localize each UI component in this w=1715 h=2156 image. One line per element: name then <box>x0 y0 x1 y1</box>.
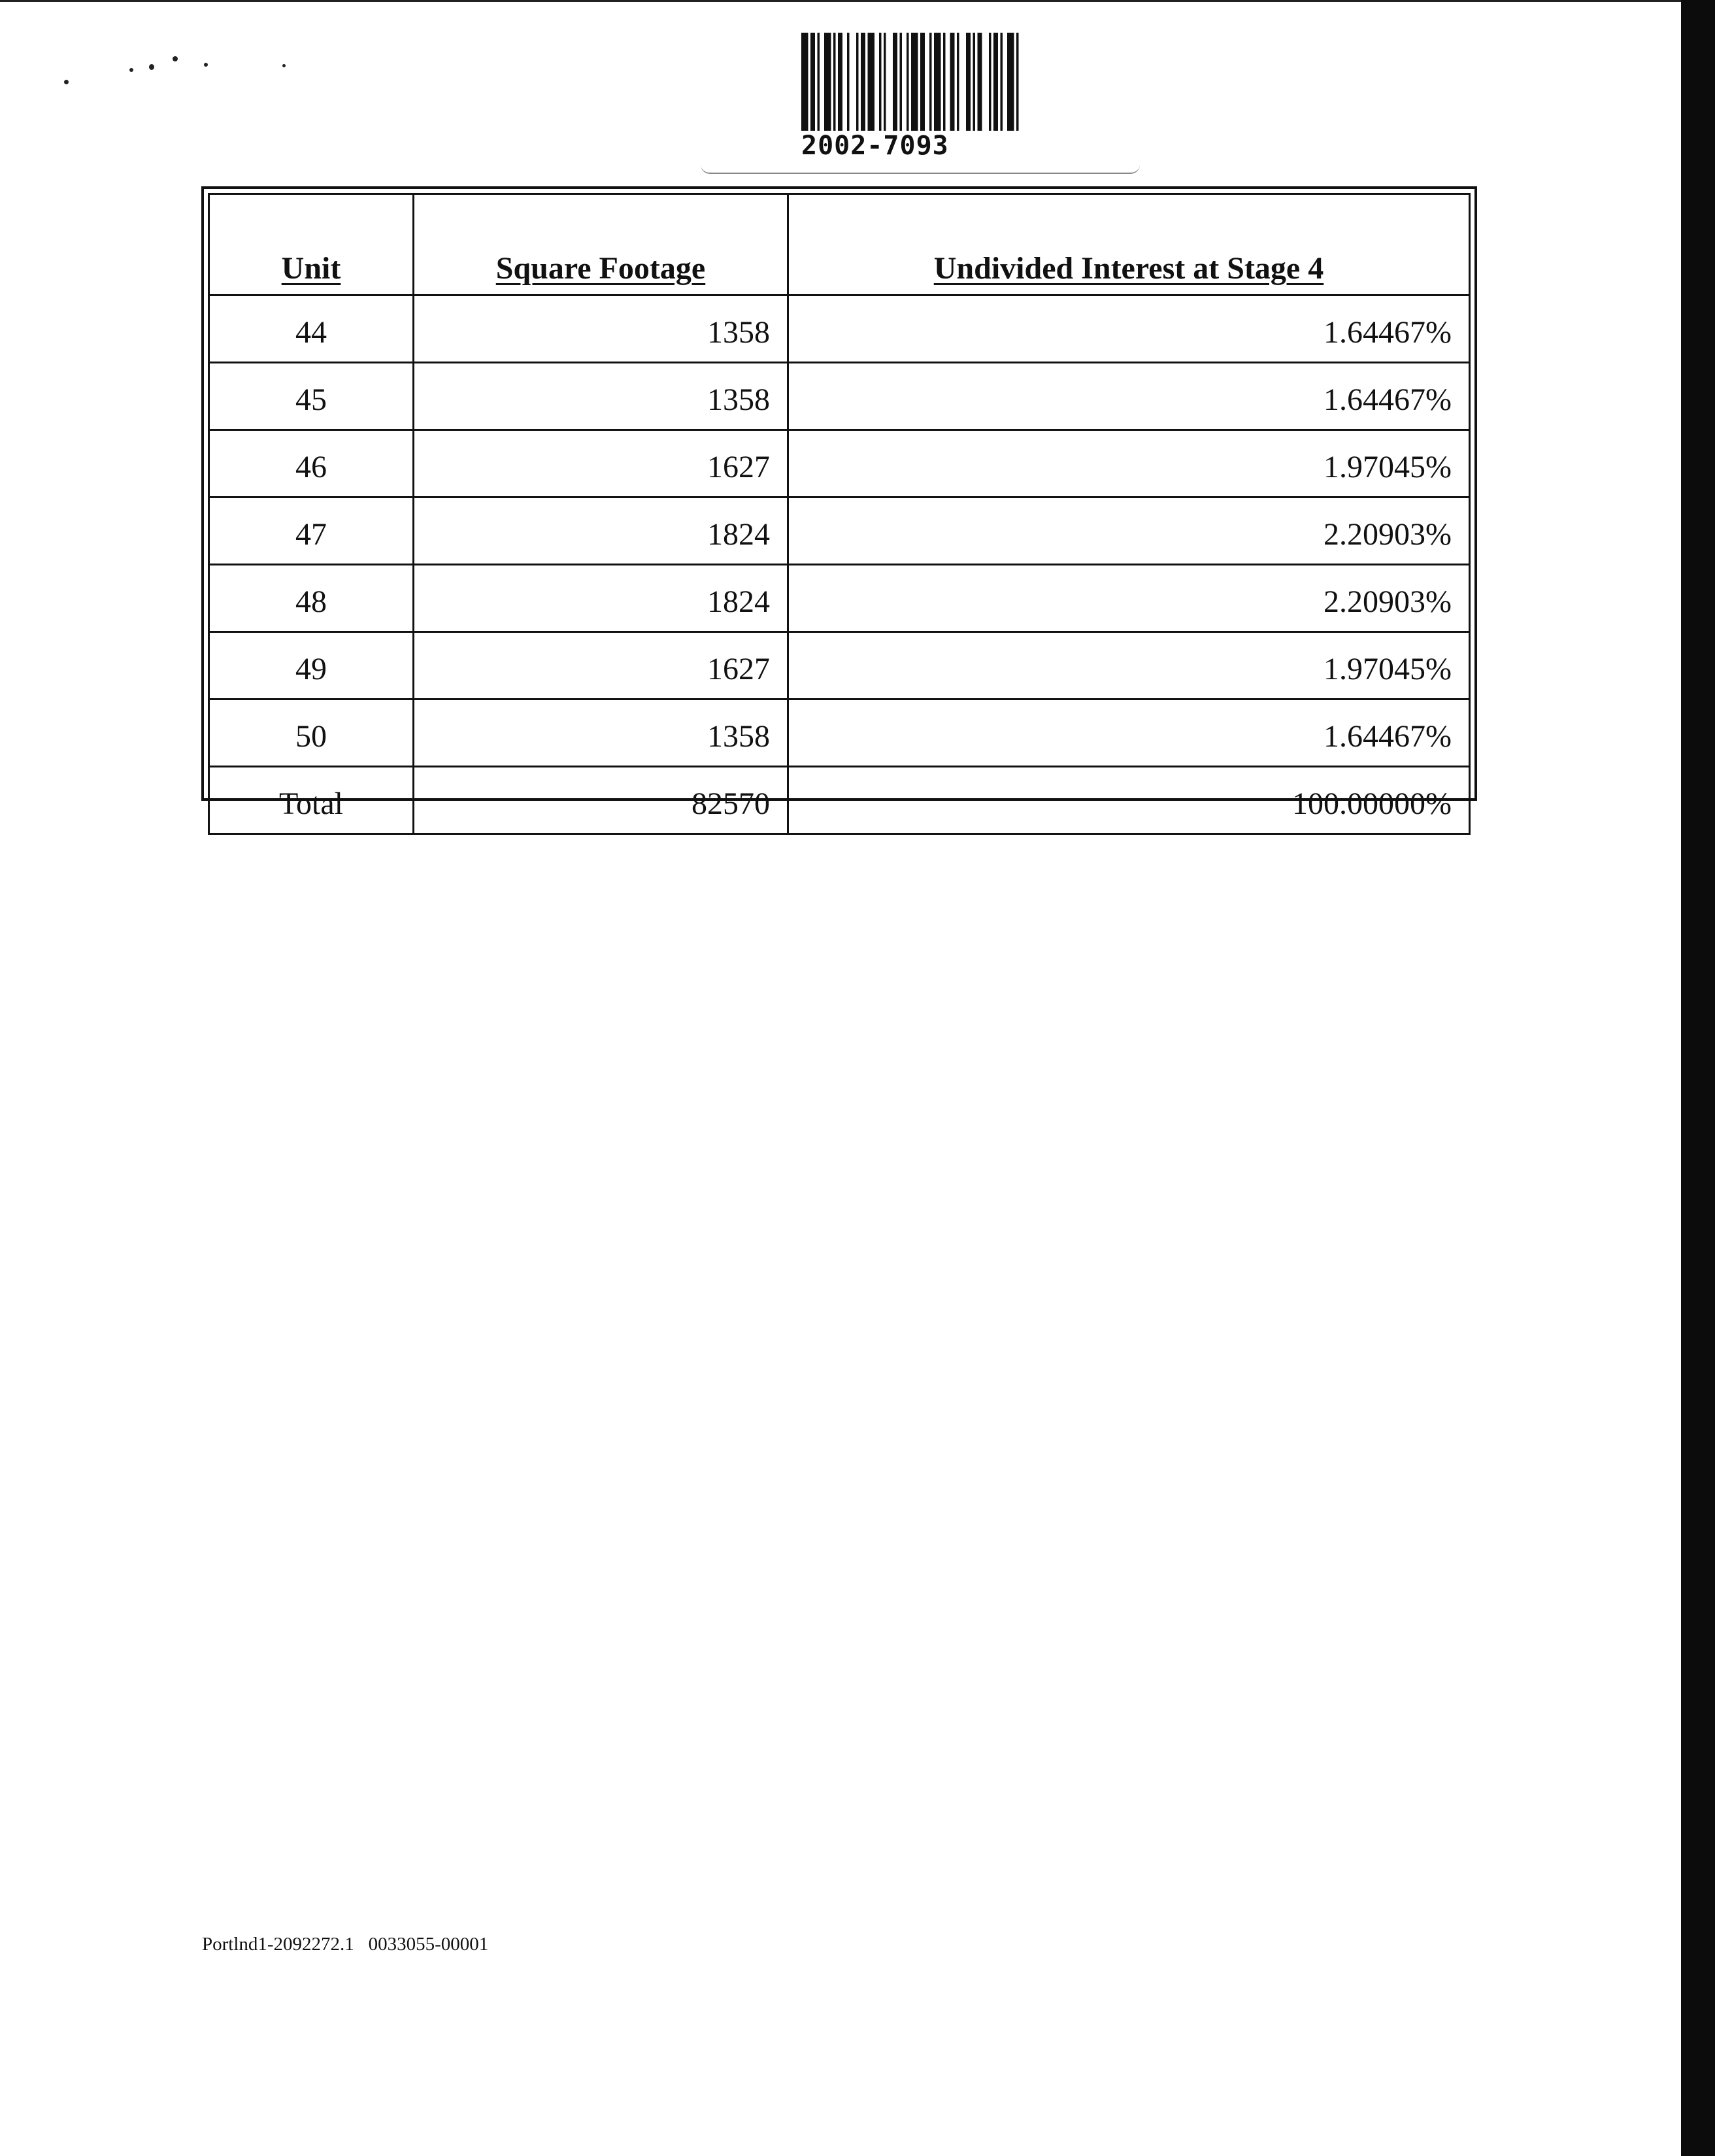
cell-unit: 49 <box>209 632 414 699</box>
cell-interest: 1.64467% <box>788 295 1470 363</box>
cell-unit: 50 <box>209 699 414 767</box>
table-row <box>209 699 1470 767</box>
footer-document-reference <box>202 1934 488 1955</box>
cell-interest: 2.20903% <box>788 497 1470 565</box>
barcode-number: 2002-7093 <box>801 131 949 161</box>
cell-interest: 1.97045% <box>788 430 1470 497</box>
table-row <box>209 632 1470 699</box>
table-row <box>209 565 1470 632</box>
footer-matter-number: 0033055-00001 <box>368 1934 489 1955</box>
cell-square-footage: 1627 <box>414 430 788 497</box>
cell-unit: 46 <box>209 430 414 497</box>
cell-unit: 44 <box>209 295 414 363</box>
table-row <box>209 295 1470 363</box>
cell-interest: 1.64467% <box>788 363 1470 430</box>
barcode-underline <box>701 165 1140 174</box>
document-barcode <box>799 33 1093 170</box>
cell-square-footage: 1358 <box>414 363 788 430</box>
cell-interest: 1.64467% <box>788 699 1470 767</box>
scan-top-edge <box>0 0 1686 2</box>
cell-unit: 47 <box>209 497 414 565</box>
table-row <box>209 497 1470 565</box>
cell-square-footage: 1627 <box>414 632 788 699</box>
header-unit: Unit <box>209 194 414 295</box>
barcode-bars <box>799 33 1093 131</box>
header-square-footage: Square Footage <box>414 194 788 295</box>
cell-square-footage: 1824 <box>414 565 788 632</box>
table-header-row <box>209 194 1470 295</box>
table-row <box>209 363 1470 430</box>
cell-square-footage: 1824 <box>414 497 788 565</box>
cell-square-footage: 1358 <box>414 295 788 363</box>
undivided-interest-table <box>201 186 1477 821</box>
total-label: Total <box>209 767 414 834</box>
table-row <box>209 430 1470 497</box>
cell-interest: 2.20903% <box>788 565 1470 632</box>
cell-square-footage: 1358 <box>414 699 788 767</box>
cell-unit: 48 <box>209 565 414 632</box>
total-interest: 100.00000% <box>788 767 1470 834</box>
header-undivided-interest: Undivided Interest at Stage 4 <box>788 194 1470 295</box>
cell-interest: 1.97045% <box>788 632 1470 699</box>
footer-doc-id: Portlnd1-2092272.1 <box>202 1934 354 1955</box>
scan-right-edge <box>1681 0 1715 2156</box>
total-square-footage: 82570 <box>414 767 788 834</box>
cell-unit: 45 <box>209 363 414 430</box>
table-total-row <box>209 767 1470 834</box>
